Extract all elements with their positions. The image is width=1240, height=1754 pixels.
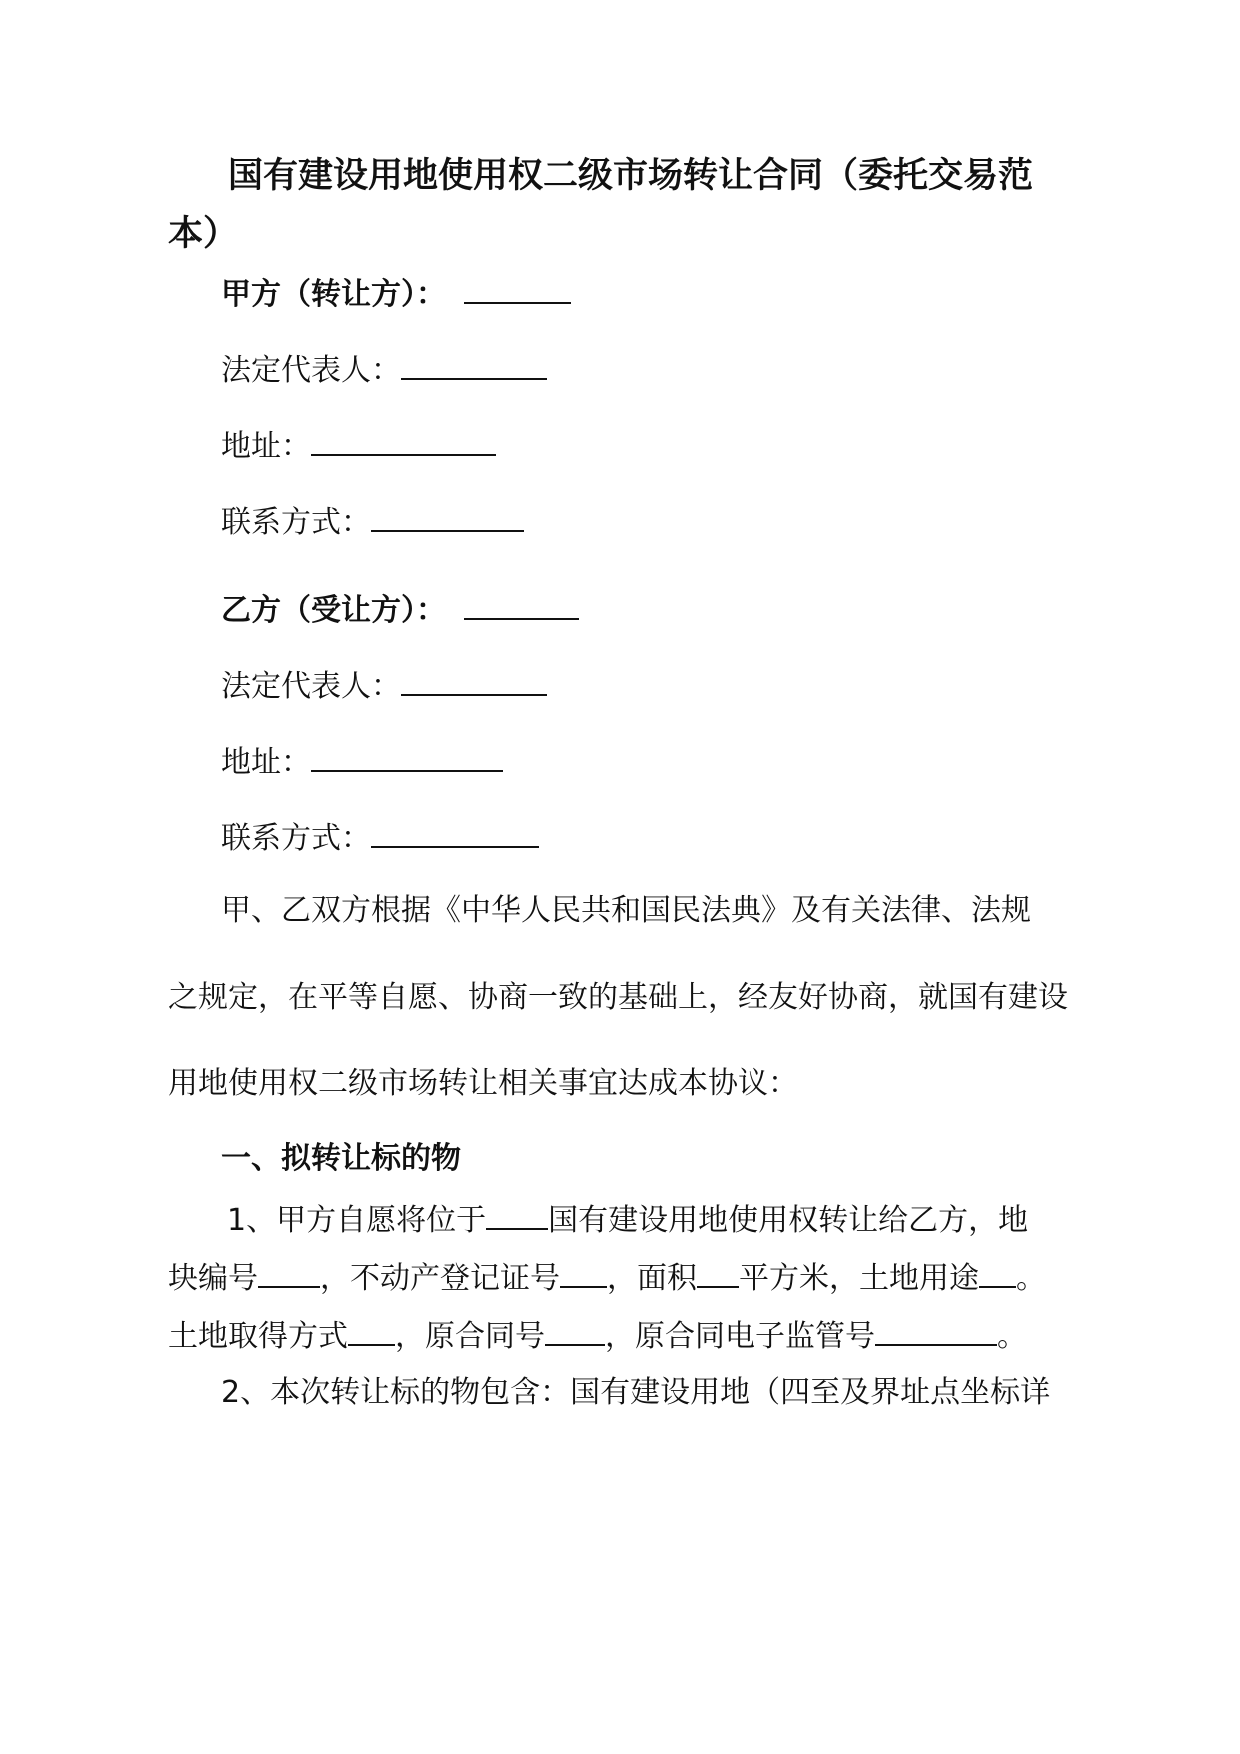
- item-1-line-1: [227, 1198, 1028, 1241]
- party-a-address-blank: [311, 424, 496, 456]
- item-1-text-a: 1、甲方自愿将位于: [227, 1203, 487, 1238]
- location-blank: [486, 1198, 548, 1230]
- party-a-contact-label: 联系方式：: [221, 505, 371, 540]
- party-a-heading: [221, 272, 571, 315]
- party-b-contact-label: 联系方式：: [221, 821, 371, 856]
- document-title-line-1: 国有建设用地使用权二级市场转让合同（委托交易范: [228, 156, 1034, 196]
- party-b-contact-blank: [371, 816, 539, 848]
- original-contract-number-blank: [545, 1314, 605, 1346]
- item-1-text-j: ，原合同电子监管号: [605, 1319, 875, 1354]
- item-2-line-1: 2、本次转让标的物包含：国有建设用地（四至及界址点坐标详: [221, 1375, 1051, 1410]
- party-a-heading-label: 甲方（转让方）：: [221, 277, 446, 312]
- party-b-address-blank: [311, 740, 503, 772]
- party-a-address: [221, 424, 496, 467]
- acquisition-method-blank: [348, 1314, 395, 1346]
- item-1-text-i: ，原合同号: [395, 1319, 545, 1354]
- document-title-line-2: 本）: [168, 214, 239, 254]
- preamble-line-3: 用地使用权二级市场转让相关事宜达成本协议：: [168, 1066, 798, 1101]
- preamble-line-2: 之规定，在平等自愿、协商一致的基础上，经友好协商，就国有建设: [168, 980, 1068, 1015]
- area-blank: [697, 1256, 739, 1288]
- party-b-legal-rep: [221, 664, 547, 707]
- item-1-text-h: 土地取得方式: [168, 1319, 348, 1354]
- party-b-heading-label: 乙方（受让方）：: [221, 593, 446, 628]
- certificate-number-blank: [560, 1256, 607, 1288]
- party-b-contact: [221, 816, 539, 859]
- party-b-legal-rep-label: 法定代表人：: [221, 669, 401, 704]
- item-1-text-c: 块编号: [168, 1261, 258, 1296]
- party-a-name-blank: [464, 272, 571, 304]
- electronic-supervision-number-blank: [875, 1314, 997, 1346]
- party-a-address-label: 地址：: [221, 429, 311, 464]
- preamble-line-1: 甲、乙双方根据《中华人民共和国民法典》及有关法律、法规: [221, 893, 1031, 928]
- party-a-legal-rep-blank: [401, 348, 547, 380]
- item-1-line-3: [168, 1314, 1027, 1357]
- item-1-line-2: [168, 1256, 1046, 1299]
- party-b-address: [221, 740, 503, 783]
- parcel-number-blank: [258, 1256, 320, 1288]
- item-1-text-k: 。: [997, 1319, 1027, 1354]
- party-a-legal-rep-label: 法定代表人：: [221, 353, 401, 388]
- item-1-text-e: ，面积: [607, 1261, 697, 1296]
- item-1-text-d: ，不动产登记证号: [320, 1261, 560, 1296]
- party-b-legal-rep-blank: [401, 664, 547, 696]
- party-b-name-blank: [464, 588, 579, 620]
- party-a-contact: [221, 500, 524, 543]
- item-1-text-g: 。: [1016, 1261, 1046, 1296]
- land-use-blank: [979, 1256, 1016, 1288]
- party-b-heading: [221, 588, 579, 631]
- party-b-address-label: 地址：: [221, 745, 311, 780]
- item-1-text-b: 国有建设用地使用权转让给乙方，地: [548, 1203, 1029, 1238]
- party-a-contact-blank: [371, 500, 524, 532]
- party-a-legal-rep: [221, 348, 547, 391]
- section-1-heading: 一、拟转让标的物: [221, 1141, 461, 1176]
- item-1-text-f: 平方米，土地用途: [739, 1261, 979, 1296]
